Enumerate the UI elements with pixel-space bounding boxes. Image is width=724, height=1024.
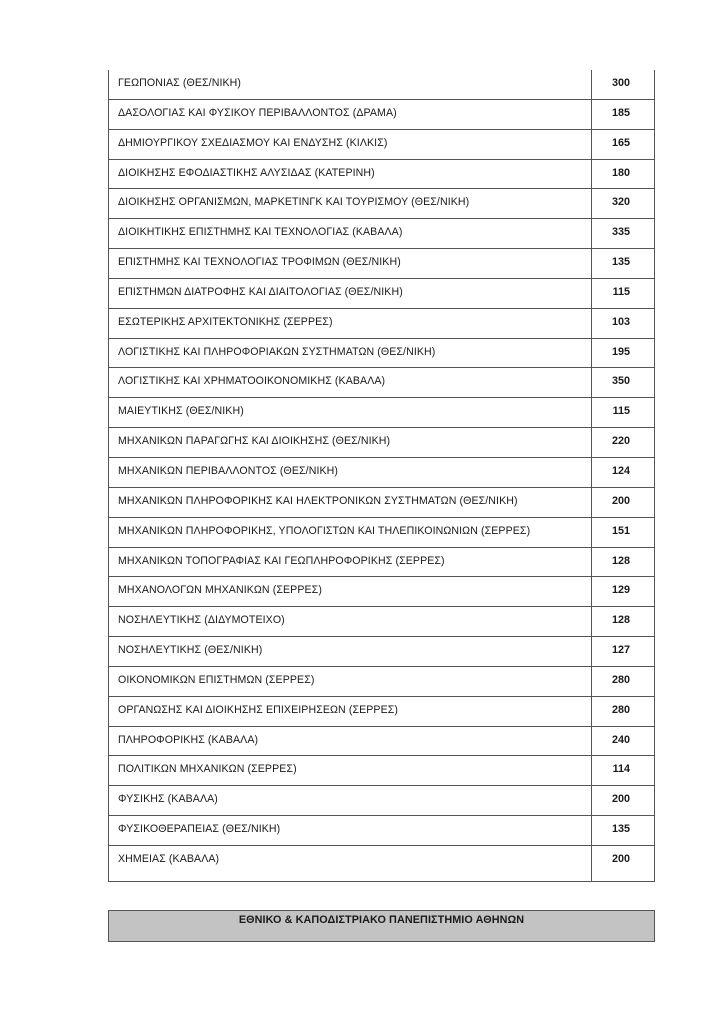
department-name-cell: ΜΗΧΑΝΙΚΩΝ ΠΕΡΙΒΑΛΛΟΝΤΟΣ (ΘΕΣ/ΝΙΚΗ) xyxy=(109,458,592,487)
table-row xyxy=(109,518,654,548)
department-name-cell: ΓΕΩΠΟΝΙΑΣ (ΘΕΣ/ΝΙΚΗ) xyxy=(109,70,592,99)
table-row xyxy=(109,100,654,130)
table-row xyxy=(109,816,654,846)
positions-count-cell: 240 xyxy=(611,733,630,746)
positions-count-cell: 280 xyxy=(611,673,630,686)
positions-count-cell: 200 xyxy=(611,852,630,865)
department-name-cell: ΜΑΙΕΥΤΙΚΗΣ (ΘΕΣ/ΝΙΚΗ) xyxy=(109,398,592,427)
table-row xyxy=(109,368,654,398)
positions-count-cell: 128 xyxy=(611,554,630,567)
positions-count-cell: 115 xyxy=(612,285,630,298)
department-name-cell: ΟΙΚΟΝΟΜΙΚΩΝ ΕΠΙΣΤΗΜΩΝ (ΣΕΡΡΕΣ) xyxy=(109,667,592,696)
positions-count-cell: 114 xyxy=(612,763,630,776)
positions-count-cell: 151 xyxy=(611,524,630,537)
table-row xyxy=(109,488,654,518)
department-name-cell: ΜΗΧΑΝΙΚΩΝ ΠΑΡΑΓΩΓΗΣ ΚΑΙ ΔΙΟΙΚΗΣΗΣ (ΘΕΣ/ΝΙΚΗ) xyxy=(109,428,592,457)
department-name-cell: ΜΗΧΑΝΙΚΩΝ ΠΛΗΡΟΦΟΡΙΚΗΣ, ΥΠΟΛΟΓΙΣΤΩΝ ΚΑΙ ΤΗΛΕΠΙΚΟΙΝΩΝΙΩΝ (ΣΕΡΡΕΣ) xyxy=(109,518,592,547)
department-name-cell: ΔΙΟΙΚΗΤΙΚΗΣ ΕΠΙΣΤΗΜΗΣ ΚΑΙ ΤΕΧΝΟΛΟΓΙΑΣ (ΚΑΒΑΛΑ) xyxy=(109,219,592,248)
department-name-cell: ΝΟΣΗΛΕΥΤΙΚΗΣ (ΘΕΣ/ΝΙΚΗ) xyxy=(109,637,592,666)
university-section-header: ΕΘΝΙΚΟ & ΚΑΠΟΔΙΣΤΡΙΑΚΟ ΠΑΝΕΠΙΣΤΗΜΙΟ ΑΘΗΝΩΝ xyxy=(108,910,655,942)
positions-count-cell: 127 xyxy=(611,644,630,657)
table-row xyxy=(109,428,654,458)
table-row xyxy=(109,637,654,667)
positions-count-cell: 200 xyxy=(611,793,630,806)
departments-table xyxy=(108,70,655,882)
positions-count-cell: 135 xyxy=(611,823,630,836)
table-row xyxy=(109,786,654,816)
table-row xyxy=(109,249,654,279)
positions-count-cell: 350 xyxy=(611,375,630,388)
table-row xyxy=(109,548,654,578)
department-name-cell: ΦΥΣΙΚΗΣ (ΚΑΒΑΛΑ) xyxy=(109,786,592,815)
department-name-cell: ΔΙΟΙΚΗΣΗΣ ΕΦΟΔΙΑΣΤΙΚΗΣ ΑΛΥΣΙΔΑΣ (ΚΑΤΕΡΙΝΗ) xyxy=(109,160,592,189)
positions-count-cell: 128 xyxy=(611,614,630,627)
table-row xyxy=(109,70,654,100)
department-name-cell: ΛΟΓΙΣΤΙΚΗΣ ΚΑΙ ΠΛΗΡΟΦΟΡΙΑΚΩΝ ΣΥΣΤΗΜΑΤΩΝ (ΘΕΣ/ΝΙΚΗ) xyxy=(109,339,592,368)
positions-count-cell: 320 xyxy=(611,196,630,209)
department-name-cell: ΔΑΣΟΛΟΓΙΑΣ ΚΑΙ ΦΥΣΙΚΟΥ ΠΕΡΙΒΑΛΛΟΝΤΟΣ (ΔΡΑΜΑ) xyxy=(109,100,592,129)
positions-count-cell: 165 xyxy=(611,136,630,149)
positions-count-cell: 300 xyxy=(611,77,630,89)
positions-count-cell: 280 xyxy=(611,703,630,716)
department-name-cell: ΜΗΧΑΝΙΚΩΝ ΠΛΗΡΟΦΟΡΙΚΗΣ ΚΑΙ ΗΛΕΚΤΡΟΝΙΚΩΝ ΣΥΣΤΗΜΑΤΩΝ (ΘΕΣ/ΝΙΚΗ) xyxy=(109,488,592,517)
department-name-cell: ΕΠΙΣΤΗΜΩΝ ΔΙΑΤΡΟΦΗΣ ΚΑΙ ΔΙΑΙΤΟΛΟΓΙΑΣ (ΘΕΣ/ΝΙΚΗ) xyxy=(109,279,592,308)
positions-count-cell: 135 xyxy=(611,256,630,269)
department-name-cell: ΕΣΩΤΕΡΙΚΗΣ ΑΡΧΙΤΕΚΤΟΝΙΚΗΣ (ΣΕΡΡΕΣ) xyxy=(109,309,592,338)
table-row xyxy=(109,219,654,249)
table-row xyxy=(109,339,654,369)
table-row xyxy=(109,697,654,727)
table-row xyxy=(109,398,654,428)
table-row xyxy=(109,607,654,637)
department-name-cell: ΠΟΛΙΤΙΚΩΝ ΜΗΧΑΝΙΚΩΝ (ΣΕΡΡΕΣ) xyxy=(109,756,592,785)
department-name-cell: ΠΛΗΡΟΦΟΡΙΚΗΣ (ΚΑΒΑΛΑ) xyxy=(109,727,592,756)
department-name-cell: ΛΟΓΙΣΤΙΚΗΣ ΚΑΙ ΧΡΗΜΑΤΟΟΙΚΟΝΟΜΙΚΗΣ (ΚΑΒΑΛΑ) xyxy=(109,368,592,397)
table-row xyxy=(109,189,654,219)
positions-count-cell: 180 xyxy=(611,166,630,179)
department-name-cell: ΜΗΧΑΝΙΚΩΝ ΤΟΠΟΓΡΑΦΙΑΣ ΚΑΙ ΓΕΩΠΛΗΡΟΦΟΡΙΚΗΣ (ΣΕΡΡΕΣ) xyxy=(109,548,592,577)
department-name-cell: ΔΗΜΙΟΥΡΓΙΚΟΥ ΣΧΕΔΙΑΣΜΟΥ ΚΑΙ ΕΝΔΥΣΗΣ (ΚΙΛΚΙΣ) xyxy=(109,130,592,159)
positions-count-cell: 335 xyxy=(611,226,630,239)
table-row xyxy=(109,130,654,160)
table-row xyxy=(109,458,654,488)
department-name-cell: ΟΡΓΑΝΩΣΗΣ ΚΑΙ ΔΙΟΙΚΗΣΗΣ ΕΠΙΧΕΙΡΗΣΕΩΝ (ΣΕΡΡΕΣ) xyxy=(109,697,592,726)
positions-count-cell: 220 xyxy=(611,435,630,448)
table-row xyxy=(109,756,654,786)
positions-count-cell: 124 xyxy=(611,464,630,477)
table-row xyxy=(109,279,654,309)
table-row xyxy=(109,667,654,697)
positions-count-cell: 115 xyxy=(612,405,630,418)
department-name-cell: ΦΥΣΙΚΟΘΕΡΑΠΕΙΑΣ (ΘΕΣ/ΝΙΚΗ) xyxy=(109,816,592,845)
positions-count-cell: 185 xyxy=(611,106,630,119)
positions-count-cell: 103 xyxy=(611,315,630,328)
department-name-cell: ΕΠΙΣΤΗΜΗΣ ΚΑΙ ΤΕΧΝΟΛΟΓΙΑΣ ΤΡΟΦΙΜΩΝ (ΘΕΣ/ΝΙΚΗ) xyxy=(109,249,592,278)
table-row xyxy=(109,160,654,190)
table-row xyxy=(109,846,654,881)
positions-count-cell: 200 xyxy=(611,494,630,507)
department-name-cell: ΜΗΧΑΝΟΛΟΓΩΝ ΜΗΧΑΝΙΚΩΝ (ΣΕΡΡΕΣ) xyxy=(109,577,592,606)
table-row xyxy=(109,727,654,757)
table-row xyxy=(109,577,654,607)
table-row xyxy=(109,309,654,339)
department-name-cell: ΝΟΣΗΛΕΥΤΙΚΗΣ (ΔΙΔΥΜΟΤΕΙΧΟ) xyxy=(109,607,592,636)
positions-count-cell: 129 xyxy=(611,584,630,597)
department-name-cell: ΔΙΟΙΚΗΣΗΣ ΟΡΓΑΝΙΣΜΩΝ, ΜΑΡΚΕΤΙΝΓΚ ΚΑΙ ΤΟΥΡΙΣΜΟΥ (ΘΕΣ/ΝΙΚΗ) xyxy=(109,189,592,218)
department-name-cell: ΧΗΜΕΙΑΣ (ΚΑΒΑΛΑ) xyxy=(109,846,592,881)
positions-count-cell: 195 xyxy=(611,345,630,358)
